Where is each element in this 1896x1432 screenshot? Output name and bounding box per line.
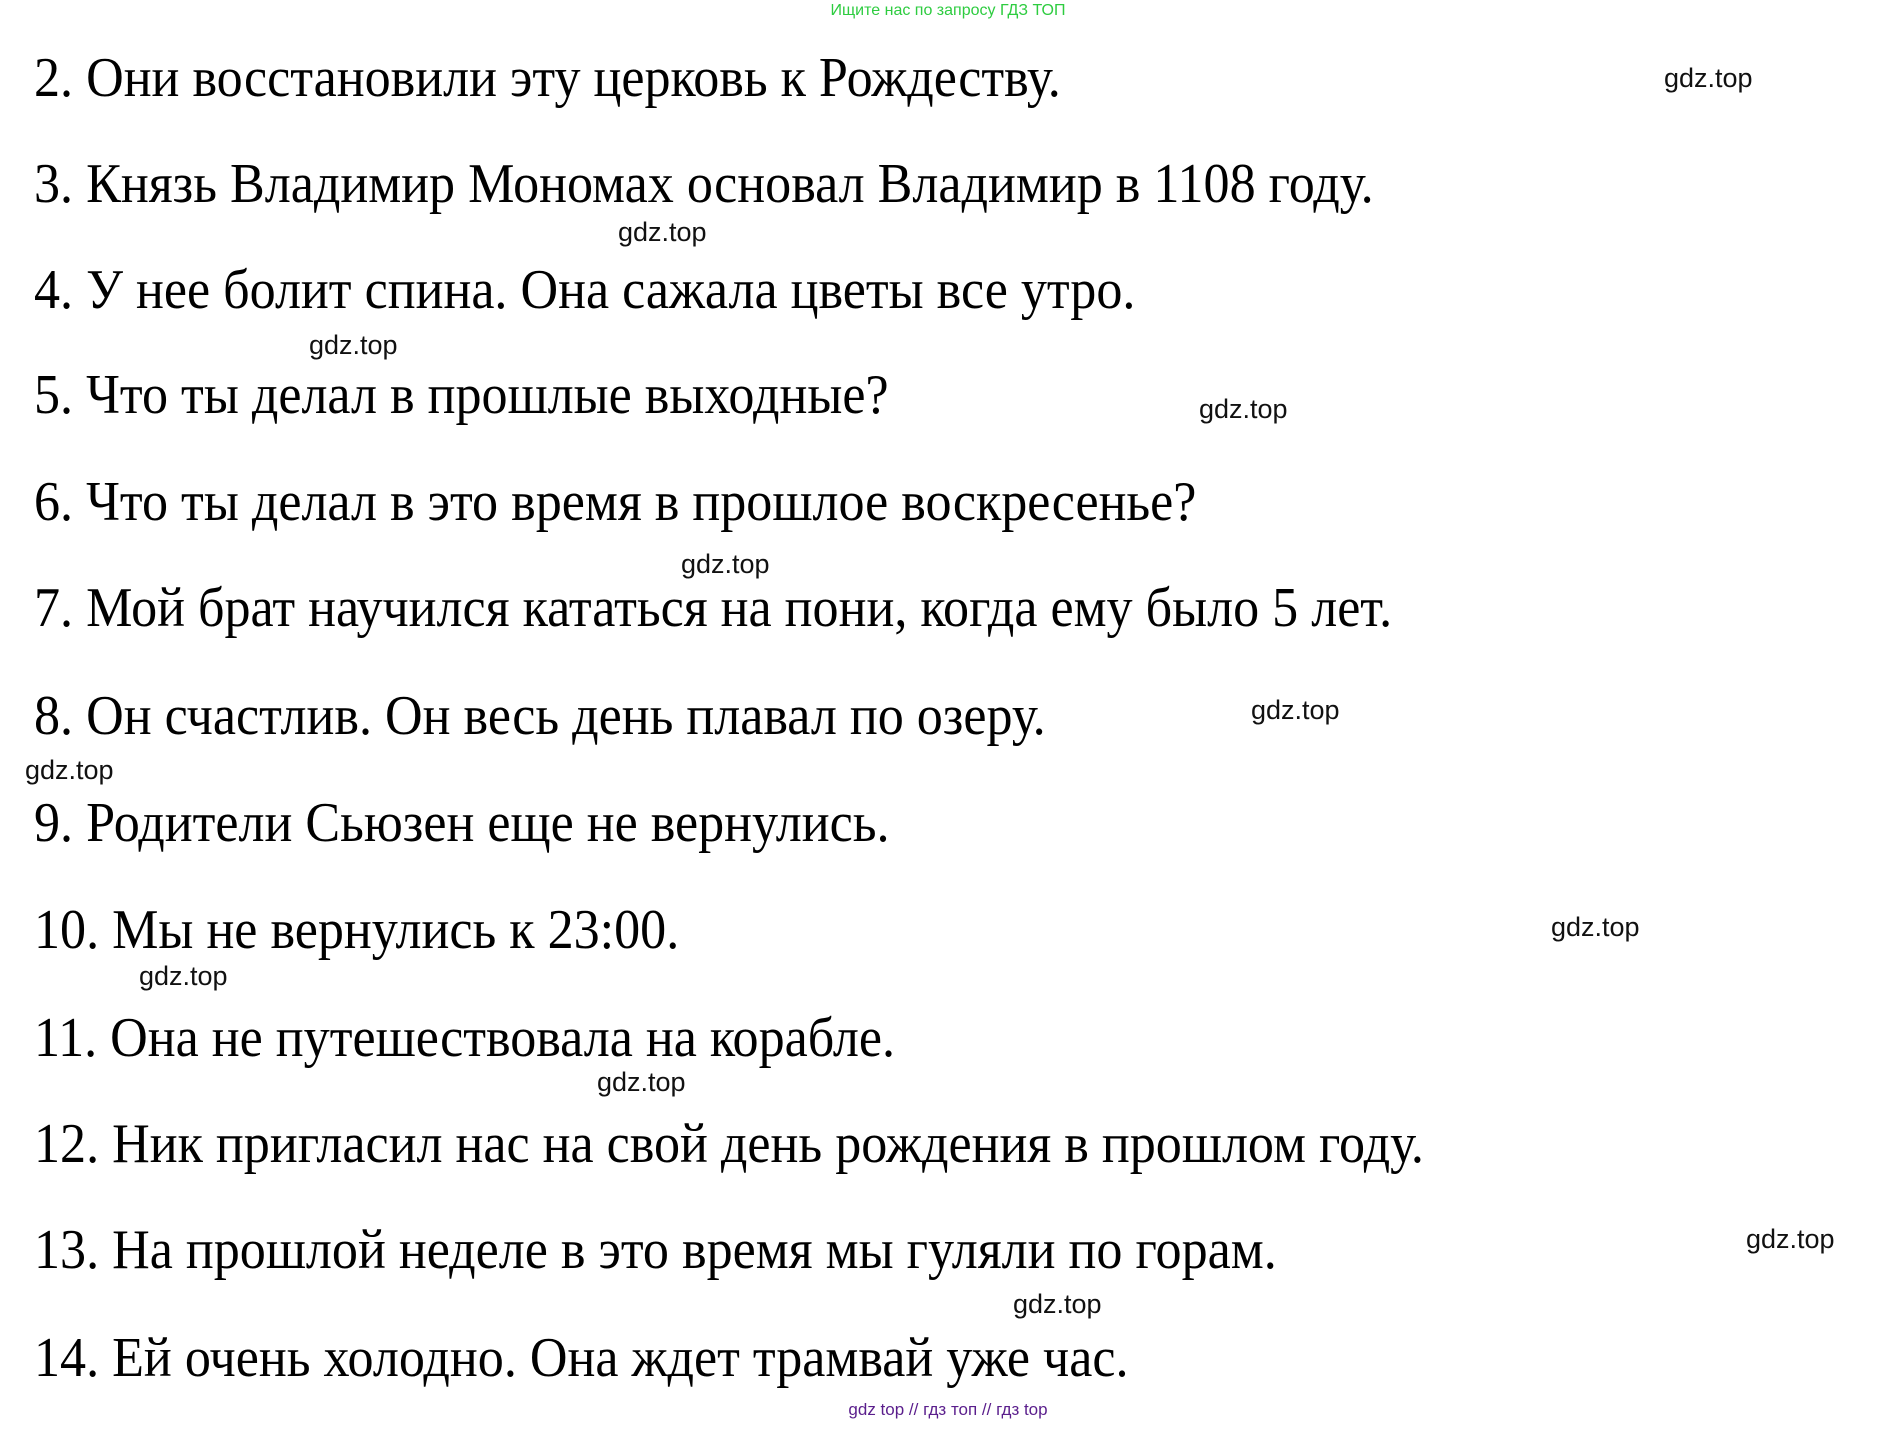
sentence-3: 3. Князь Владимир Мономах основал Владимир в 1108 году. — [34, 153, 1374, 215]
watermark: gdz.top — [309, 330, 398, 360]
footer-note: gdz top // гдз топ // гдз top — [848, 1400, 1048, 1419]
watermark: gdz.top — [681, 549, 770, 579]
watermark: gdz.top — [1746, 1224, 1835, 1254]
watermark: gdz.top — [1551, 912, 1640, 942]
sentence-6: 6. Что ты делал в это время в прошлое воскресенье? — [34, 471, 1197, 533]
sentence-14: 14. Ей очень холодно. Она ждет трамвай уже час. — [34, 1327, 1129, 1389]
sentence-9: 9. Родители Сьюзен еще не вернулись. — [34, 792, 890, 854]
sentence-8: 8. Он счастлив. Он весь день плавал по озеру. — [34, 685, 1046, 747]
header-search-note: Ищите нас по запросу ГДЗ ТОП — [830, 2, 1066, 19]
watermark: gdz.top — [25, 755, 114, 785]
sentence-7: 7. Мой брат научился кататься на пони, когда ему было 5 лет. — [34, 577, 1393, 639]
watermark: gdz.top — [597, 1067, 686, 1097]
sentence-10: 10. Мы не вернулись к 23:00. — [34, 899, 680, 961]
sentence-5: 5. Что ты делал в прошлые выходные? — [34, 364, 889, 426]
watermark: gdz.top — [1199, 394, 1288, 424]
watermark: gdz.top — [1013, 1289, 1102, 1319]
sentence-11: 11. Она не путешествовала на корабле. — [34, 1007, 896, 1069]
sentence-2: 2. Они восстановили эту церковь к Рождеству. — [34, 47, 1061, 109]
sentence-13: 13. На прошлой неделе в это время мы гуляли по горам. — [34, 1219, 1277, 1281]
watermark: gdz.top — [1251, 695, 1340, 725]
sentence-12: 12. Ник пригласил нас на свой день рождения в прошлом году. — [34, 1113, 1424, 1175]
sentence-4: 4. У нее болит спина. Она сажала цветы все утро. — [34, 259, 1136, 321]
watermark: gdz.top — [1664, 63, 1753, 93]
watermark: gdz.top — [139, 961, 228, 991]
watermark: gdz.top — [618, 217, 707, 247]
